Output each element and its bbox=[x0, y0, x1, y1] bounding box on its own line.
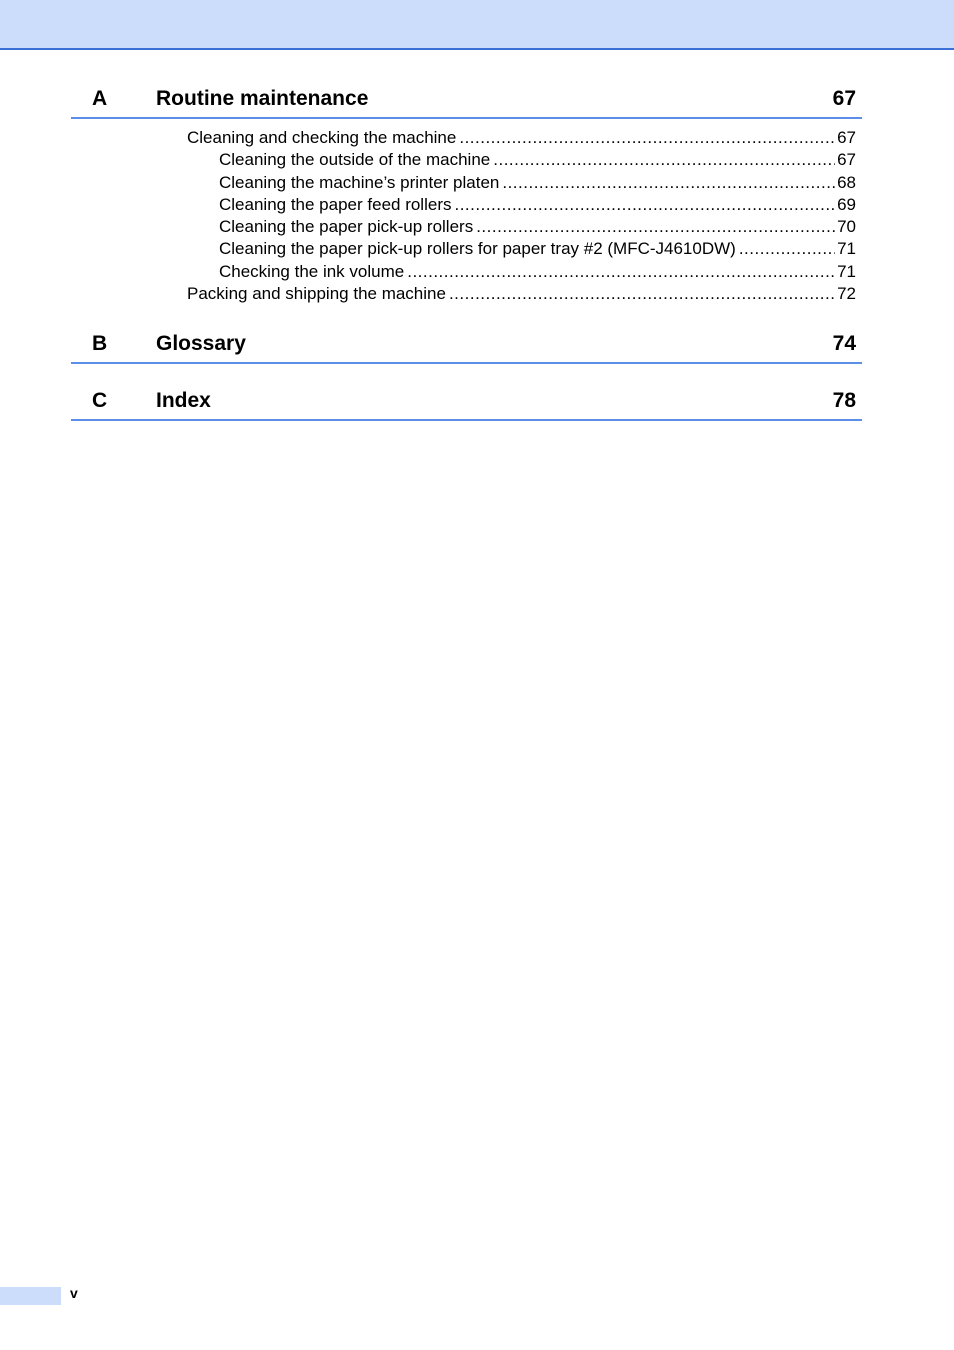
chapter-page-number: 74 bbox=[832, 332, 856, 355]
toc-entry-page: 70 bbox=[837, 217, 856, 236]
dot-leader bbox=[454, 195, 835, 215]
toc-entry-cleaning-pickup-rollers-tray2[interactable] bbox=[219, 239, 856, 261]
toc-entry-cleaning-outside[interactable] bbox=[219, 150, 856, 172]
dot-leader bbox=[502, 173, 835, 193]
chapter-title: Routine maintenance bbox=[156, 87, 369, 110]
chapter-letter: B bbox=[92, 332, 108, 355]
toc-entry-label: Packing and shipping the machine bbox=[187, 284, 446, 303]
toc-entry-label: Cleaning the paper pick-up rollers bbox=[219, 217, 474, 236]
dot-leader bbox=[476, 217, 835, 237]
toc-entry-checking-ink-volume[interactable] bbox=[219, 262, 856, 284]
chapter-letter: C bbox=[92, 389, 108, 412]
toc-entry-page: 71 bbox=[837, 239, 856, 258]
toc-entry-label: Cleaning the outside of the machine bbox=[219, 150, 491, 169]
toc-entry-label: Checking the ink volume bbox=[219, 262, 405, 281]
chapter-letter: A bbox=[92, 87, 108, 110]
dot-leader bbox=[459, 128, 835, 148]
chapter-page-number: 78 bbox=[832, 389, 856, 412]
dot-leader bbox=[739, 239, 835, 259]
toc-entry-packing-shipping[interactable] bbox=[187, 284, 856, 306]
toc-entry-page: 67 bbox=[837, 128, 856, 147]
dot-leader bbox=[493, 150, 835, 170]
chapter-heading-a[interactable] bbox=[71, 83, 862, 119]
chapter-page-number: 67 bbox=[832, 87, 856, 110]
dot-leader bbox=[449, 284, 835, 304]
toc-entry-cleaning-feed-rollers[interactable] bbox=[219, 195, 856, 217]
dot-leader bbox=[407, 262, 835, 282]
toc-entry-label: Cleaning and checking the machine bbox=[187, 128, 457, 147]
toc-entry-label: Cleaning the machine’s printer platen bbox=[219, 173, 500, 192]
toc-entry-page: 68 bbox=[837, 173, 856, 192]
chapter-title: Index bbox=[156, 389, 211, 412]
chapter-heading-c[interactable] bbox=[71, 385, 862, 421]
toc-entry-cleaning-pickup-rollers[interactable] bbox=[219, 217, 856, 239]
toc-entry-cleaning-and-checking[interactable] bbox=[187, 128, 856, 150]
footer-page-number: v bbox=[70, 1285, 78, 1301]
toc-entry-label: Cleaning the paper feed rollers bbox=[219, 195, 452, 214]
header-band bbox=[0, 0, 954, 50]
chapter-heading-b[interactable] bbox=[71, 328, 862, 364]
toc-entry-page: 72 bbox=[837, 284, 856, 303]
toc-entry-cleaning-platen[interactable] bbox=[219, 173, 856, 195]
toc-entry-label: Cleaning the paper pick-up rollers for paper tray #2 (MFC-J4610DW) bbox=[219, 239, 736, 258]
toc-entry-page: 67 bbox=[837, 150, 856, 169]
toc-entry-page: 71 bbox=[837, 262, 856, 281]
chapter-title: Glossary bbox=[156, 332, 246, 355]
footer-tab bbox=[0, 1287, 61, 1305]
toc-entry-page: 69 bbox=[837, 195, 856, 214]
